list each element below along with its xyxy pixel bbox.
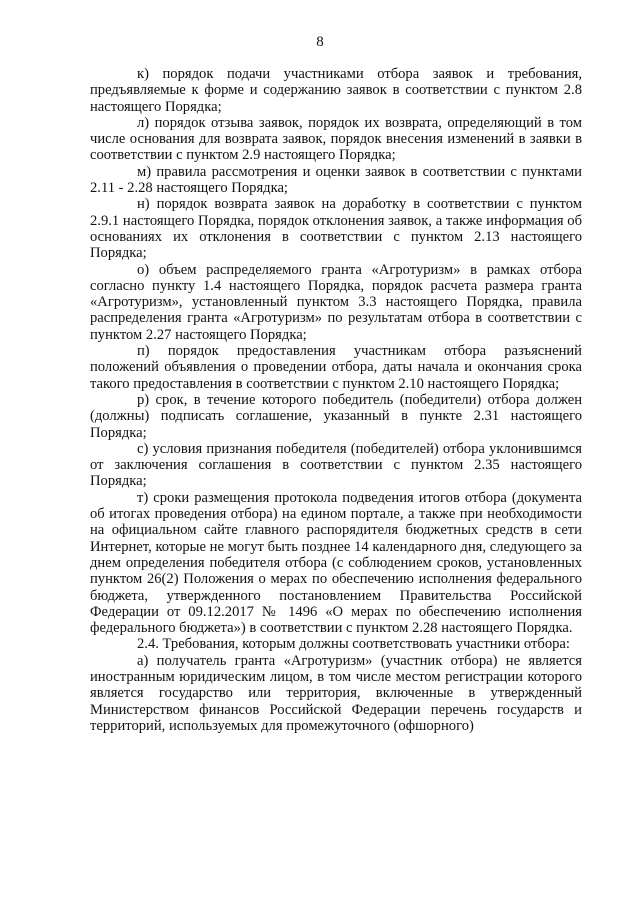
paragraph-o: о) объем распределяемого гранта «Агротуризм» в рамках отбора согласно пункту 1.4 настоящего Порядка, порядок расчета размера гранта «Агротуризм», установленный пунктом 3.3 настоящего Порядка, правила распределения гранта «Агротуризм» по результатам отбора в соответствии с пунктом 2.27 настоящего Порядка;: [90, 261, 582, 343]
section-heading-2-4: 2.4. Требования, которым должны соответствовать участники отбора:: [137, 636, 570, 653]
paragraph-t: т) сроки размещения протокола подведения итогов отбора (документа об итогах проведения отбора) на едином портале, а также при необходимости на официальном сайте главного распорядителя бюджетных средств в сети Интернет, которые не могут быть позднее 14 календарного дня, следующего за днем определения победителя отбора (с соблюдением сроков, установленных пунктом 26(2) Положения о мерах по обеспечению исполнения федерального бюджета, утвержденного постановлением Правительства Российской Федерации от 09.12.2017 № 1496 «О мерах по обеспечению исполнения федерального бюджета») в соответствии с пунктом 2.28 настоящего Порядка.: [90, 489, 582, 637]
paragraph-l: л) порядок отзыва заявок, порядок их возврата, определяющий в том числе основания для возврата заявок, порядок внесения изменений в заявки в соответствии с пунктом 2.9 настоящего Порядка;: [90, 114, 582, 164]
paragraph-p: п) порядок предоставления участникам отбора разъяснений положений объявления о проведении отбора, даты начала и окончания срока такого предоставления в соответствии с пунктом 2.10 настоящего Порядка;: [90, 343, 582, 392]
paragraph-s: с) условия признания победителя (победителей) отбора уклонившимся от заключения соглашения в соответствии с пунктом 2.35 настоящего Порядка;: [90, 440, 582, 490]
paragraph-m: м) правила рассмотрения и оценки заявок в соответствии с пунктами 2.11 - 2.28 настоящего Порядка;: [90, 163, 582, 197]
paragraph-n: н) порядок возврата заявок на доработку в соответствии с пунктом 2.9.1 настоящего Порядка, порядок отклонения заявок, а также информация об основаниях их отклонения в соответствии с пунктом 2.13 настоящего Порядка;: [90, 196, 582, 262]
document-body: [90, 66, 582, 734]
page-number: 8: [316, 34, 324, 50]
paragraph-k: к) порядок подачи участниками отбора заявок и требования, предъявляемые к форме и содержанию заявок в соответствии с пунктом 2.8 настоящего Порядка;: [90, 66, 582, 115]
paragraph-r: р) срок, в течение которого победитель (победители) отбора должен (должны) подписать соглашение, указанный в пункте 2.31 настоящего Порядка;: [90, 391, 582, 441]
paragraph-a: а) получатель гранта «Агротуризм» (участник отбора) не является иностранным юридическим лицом, в том числе местом регистрации которого является государство или территория, включенные в утвержденный Министерством финансов Российской Федерации перечень государств и территорий, используемых для промежуточного (офшорного): [90, 652, 582, 734]
